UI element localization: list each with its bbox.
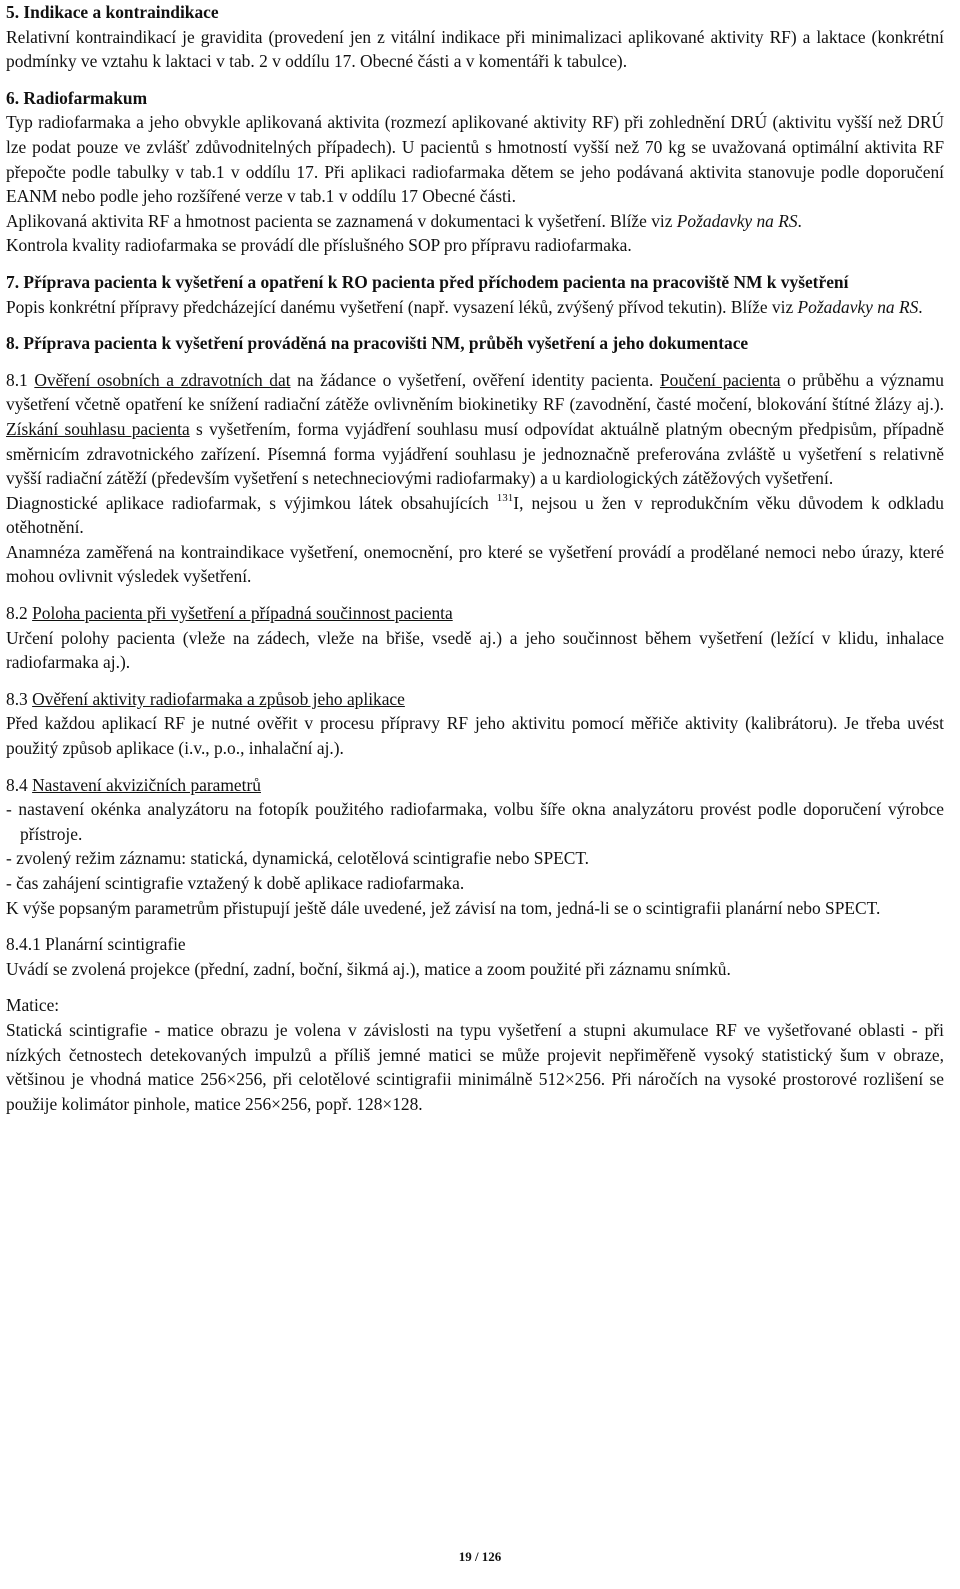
- matice-label: Matice:: [6, 995, 60, 1016]
- list-item: - čas zahájení scintigrafie vztažený k době aplikace radiofarmaka.: [6, 873, 465, 893]
- underlined-term: Poloha pacienta při vyšetření a případná součinnost pacienta: [32, 603, 453, 624]
- text-run: .: [918, 296, 923, 317]
- section-8-heading: 8. Příprava pacienta k vyšetření prováděná na pracovišti NM, průběh vyšetření a jeho dokumentace: [6, 333, 749, 354]
- section-6-paragraph: Kontrola kvality radiofarmaka se provádí dle příslušného SOP pro přípravu radiofarmaka.: [6, 235, 632, 256]
- text-run: Aplikovaná aktivita RF a hmotnost pacienta se zaznamená v dokumentaci k vyšetření. Blíže viz: [6, 210, 677, 231]
- document-page: [6, 0, 944, 1116]
- section-8-4-1-title: 8.4.1 Planární scintigrafie: [6, 934, 186, 955]
- subsection-number: 8.1: [6, 369, 35, 390]
- section-6-heading: 6. Radiofarmakum: [6, 87, 148, 108]
- matice-text: Statická scintigrafie - matice obrazu je volena v závislosti na typu vyšetření a stupni akumulace RF ve vyšetřované oblasti - při nízkých četnostech detekovaných impulzů a příliš jemné matici se může projevit nepřiměřeně vysoký statistický šum v obraze, většinou je vhodná matice 256×256, při celotělové scintigrafii minimálně 512×256. Při náročích na vysoké prostorové rozlišení se použije kolimátor pinhole, matice 256×256, popř. 128×128.: [6, 1019, 944, 1114]
- section-8-1-paragraph: Anamnéza zaměřená na kontraindikace vyšetření, onemocnění, pro které se vyšetření provádí a prodělané nemoci nebo úrazy, které mohou ovlivnit výsledek vyšetření.: [6, 541, 944, 587]
- section-6-paragraph: [6, 209, 944, 234]
- section-6-paragraph: Typ radiofarmaka a jeho obvykle aplikovaná aktivita (rozmezí aplikované aktivity RF) při zohlednění DRÚ (aktivitu vyšší než DRÚ lze podat pouze ve zvlášť zdůvodnitelných případech). U pacientů s hmotností vyšší než 70 kg se uvažovaná optimální aktivita RF přepočte podle tabulky v tab.1 v oddílu 17. Při aplikaci radiofarmaka dětem se jeho podávaná aktivita stanovuje podle doporučení EANM nebo podle jeho rozšířené verze v tab.1 v oddílu 17 Obecné části.: [6, 112, 944, 207]
- page-number: 19 / 126: [458, 1549, 502, 1564]
- subsection-number: 8.2: [6, 603, 33, 624]
- text-run: s vyšetřením, forma vyjádření souhlasu musí odpovídat aktuálně platným obecným předpisům, případně směrnicím zdravotnického zařízení. Písemná forma vyjádření souhlasu je jednoznačně preferována zvláště u vyšetření s relativně vyšší radiační zátěží (především vyšetření s netechneciovými radiofarmaky) a u kardiologických zátěžových vyšetření.: [6, 418, 944, 489]
- subsection-number: 8.3: [6, 688, 33, 709]
- section-8-4-title: [6, 773, 944, 798]
- reference-italic: Požadavky na RS: [797, 296, 919, 317]
- isotope-superscript: 131: [496, 491, 514, 504]
- underlined-term: Ověření aktivity radiofarmaka a způsob jeho aplikace: [32, 688, 405, 709]
- underlined-term: Získání souhlasu pacienta: [6, 418, 190, 439]
- list-item: - nastavení okénka analyzátoru na fotopík použitého radiofarmaka, volbu šíře okna analyzátoru provést podle doporučení výrobce přístroje.: [6, 799, 944, 844]
- text-run: Popis konkrétní přípravy předcházející danému vyšetření (např. vysazení léků, zvýšený přívod tekutin). Blíže viz: [6, 296, 798, 317]
- text-run: o průběhu a významu vyšetření včetně opatření ke snížení radiační zátěže ovlivněním biokinetiky RF (zavodnění, časté močení, blokování štítné žlázy aj.).: [6, 369, 944, 415]
- section-8-1-paragraph: [6, 491, 944, 540]
- section-8-4-text: K výše popsaným parametrům přistupují ještě dále uvedené, jež závisí na tom, jedná-li se o scintigrafii planární nebo SPECT.: [6, 897, 881, 918]
- section-7-text: [6, 295, 944, 320]
- underlined-term: Nastavení akvizičních parametrů: [32, 774, 261, 795]
- text-run: .: [797, 210, 802, 231]
- section-7-heading: 7. Příprava pacienta k vyšetření a opatření k RO pacienta před příchodem pacienta na pracoviště NM k vyšetření: [6, 271, 849, 292]
- section-8-3-title: [6, 687, 944, 712]
- underlined-term: Poučení pacienta: [659, 369, 781, 390]
- section-8-2-text: Určení polohy pacienta (vleže na zádech, vleže na břiše, vsedě aj.) a jeho součinnost během vyšetření (ležící v klidu, inhalace radiofarmaka aj.).: [6, 627, 944, 673]
- section-8-3-text: Před každou aplikací RF je nutné ověřit v procesu přípravy RF jeho aktivitu pomocí měřiče aktivity (kalibrátoru). Je třeba uvést použitý způsob aplikace (i.v., p.o., inhalační aj.).: [6, 713, 944, 759]
- text-run: Diagnostické aplikace radiofarmak, s výjimkou látek obsahujících: [6, 492, 497, 513]
- section-5-heading: 5. Indikace a kontraindikace: [6, 2, 219, 22]
- text-run: I, nejsou u žen v reprodukčním věku důvodem k odkladu otěhotnění.: [6, 492, 944, 538]
- subsection-number: 8.4: [6, 774, 33, 795]
- list-item: - zvolený režim záznamu: statická, dynamická, celotělová scintigrafie nebo SPECT.: [6, 848, 590, 869]
- section-5-text: Relativní kontraindikací je gravidita (provedení jen z vitální indikace při minimalizaci aplikované aktivity RF) a laktace (konkrétní podmínky ve vztahu k laktaci v tab. 2 v oddílu 17. Obecné části a v komentáři k tabulce).: [6, 26, 944, 72]
- reference-italic: Požadavky na RS: [676, 210, 798, 231]
- text-run: na žádance o vyšetření, ověření identity pacienta.: [290, 369, 660, 390]
- underlined-term: Ověření osobních a zdravotních dat: [34, 369, 291, 390]
- section-8-4-1-text: Uvádí se zvolená projekce (přední, zadní, boční, šikmá aj.), matice a zoom použité při záznamu snímků.: [6, 958, 731, 979]
- section-8-1-paragraph: [6, 368, 944, 491]
- section-8-2-title: [6, 601, 944, 626]
